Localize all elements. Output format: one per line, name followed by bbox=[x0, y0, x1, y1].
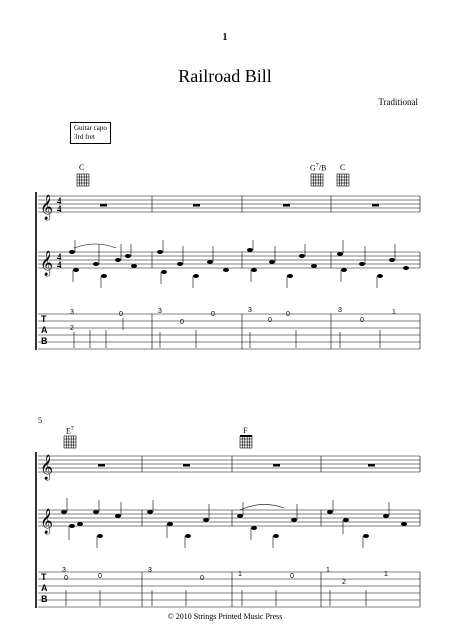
chord-extension: 7 bbox=[315, 163, 319, 169]
chord-root: C bbox=[79, 163, 85, 172]
chord-bass: /B bbox=[318, 163, 327, 173]
noteheads-system-1 bbox=[69, 248, 409, 278]
svg-text:3: 3 bbox=[62, 567, 66, 574]
copyright-notice: © 2010 Strings Printed Music Press bbox=[167, 612, 283, 621]
tab-clef-b: B bbox=[41, 336, 48, 346]
chord-root: G bbox=[310, 163, 316, 173]
svg-text:3: 3 bbox=[148, 567, 152, 574]
capo-line-1: Guitar capo bbox=[74, 124, 107, 132]
capo-line-2: 3rd fret bbox=[74, 133, 95, 141]
chord-diagram-c-2 bbox=[337, 174, 349, 186]
chord-extension: 7 bbox=[70, 426, 74, 432]
song-title: Railroad Bill bbox=[178, 66, 272, 86]
svg-text:0: 0 bbox=[180, 319, 184, 326]
stems-system-2 bbox=[67, 498, 389, 548]
time-sig-top: 4 bbox=[57, 196, 62, 206]
tie bbox=[74, 244, 116, 248]
svg-text:2: 2 bbox=[70, 325, 74, 332]
svg-text:0: 0 bbox=[360, 317, 364, 324]
svg-text:0: 0 bbox=[119, 311, 123, 318]
svg-text:0: 0 bbox=[98, 573, 102, 580]
svg-text:2: 2 bbox=[342, 579, 346, 586]
page-number: 1 bbox=[222, 32, 228, 43]
svg-text:3: 3 bbox=[158, 308, 162, 315]
time-sig-bottom: 4 bbox=[57, 204, 62, 214]
measure-number: 5 bbox=[38, 416, 42, 425]
treble-clef-icon: 𝄞 bbox=[40, 195, 54, 220]
chord-root: E bbox=[66, 426, 71, 436]
treble-clef-icon: 𝄞 bbox=[40, 455, 54, 480]
time-sig-top: 4 bbox=[57, 252, 62, 262]
tab-clef-t: T bbox=[41, 314, 47, 324]
tab-clef-a: A bbox=[41, 325, 48, 335]
chord-root: F bbox=[243, 426, 248, 435]
tie bbox=[240, 504, 284, 510]
treble-clef-icon: 𝄞 bbox=[40, 251, 54, 276]
chord-diagram-f bbox=[240, 436, 252, 448]
svg-text:0: 0 bbox=[290, 573, 294, 580]
svg-text:3: 3 bbox=[248, 307, 252, 314]
slash-staff-1 bbox=[38, 196, 420, 212]
tab-clef-a: A bbox=[41, 583, 48, 593]
svg-text:3: 3 bbox=[338, 307, 342, 314]
chord-diagram-e7 bbox=[64, 436, 76, 448]
svg-text:0: 0 bbox=[268, 317, 272, 324]
slash-staff-2 bbox=[38, 456, 420, 472]
svg-text:1: 1 bbox=[326, 567, 330, 574]
treble-clef-icon: 𝄞 bbox=[40, 509, 54, 534]
svg-text:1: 1 bbox=[392, 309, 396, 316]
svg-text:0: 0 bbox=[211, 311, 215, 318]
composer-credit: Traditional bbox=[378, 97, 418, 107]
chord-root: C bbox=[340, 163, 346, 172]
svg-text:0: 0 bbox=[64, 575, 68, 582]
svg-text:0: 0 bbox=[286, 311, 290, 318]
tab-staff-2 bbox=[38, 572, 420, 607]
svg-text:3: 3 bbox=[70, 309, 74, 316]
chord-diagram-c-1 bbox=[77, 174, 89, 186]
svg-text:1: 1 bbox=[238, 571, 242, 578]
svg-text:0: 0 bbox=[200, 575, 204, 582]
tab-clef-t: T bbox=[41, 572, 47, 582]
time-sig-bottom: 4 bbox=[57, 260, 62, 270]
chord-diagram-g7 bbox=[311, 174, 323, 186]
tab-stems bbox=[66, 318, 380, 606]
svg-text:1: 1 bbox=[384, 571, 388, 578]
tab-clef-b: B bbox=[41, 594, 48, 604]
